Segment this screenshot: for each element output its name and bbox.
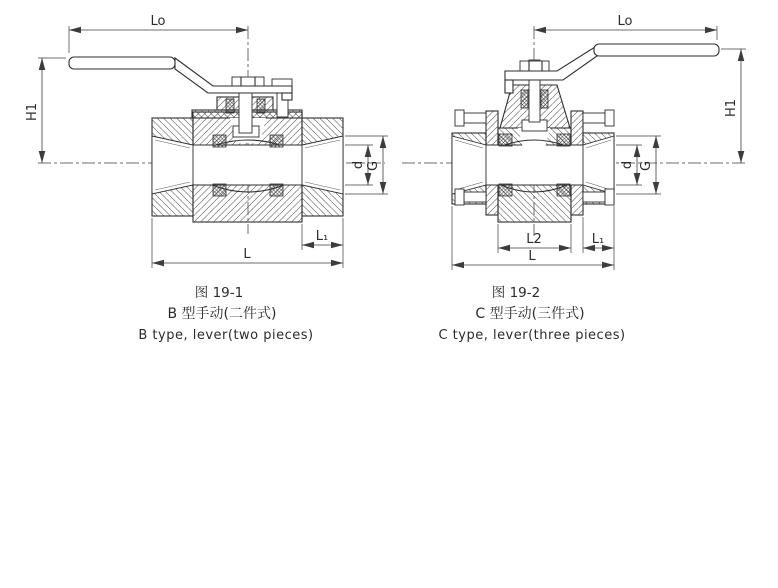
seat (270, 184, 283, 196)
caption-chinese: C 型手动(三件式) (475, 306, 585, 322)
seat (499, 134, 512, 146)
seat (213, 135, 226, 147)
bolt-shank (583, 113, 605, 123)
stem-nut (520, 61, 549, 72)
dim-label-d: d (620, 160, 635, 170)
dim-label-h1: H1 (724, 98, 739, 118)
packing (257, 99, 265, 113)
seat (557, 184, 570, 196)
seat (499, 184, 512, 196)
packing (226, 99, 234, 113)
lever-hook (282, 93, 292, 100)
caption-chinese: B 型手动(二件式) (167, 306, 277, 322)
bolt-head (605, 189, 614, 205)
dim-label-l1: L₁ (591, 232, 605, 247)
dimension-h1-right (721, 49, 746, 163)
dimension-l1-left (302, 218, 343, 268)
dim-label-l1: L₁ (315, 229, 329, 244)
seat (270, 135, 283, 147)
lever-hook (505, 80, 513, 93)
dimension-lo-right (534, 14, 717, 40)
dim-label-lo: Lo (617, 14, 633, 29)
lever-grip (69, 57, 175, 69)
lever-arm (505, 47, 597, 80)
dim-label-g: G (639, 160, 654, 172)
threaded-socket-left (452, 136, 486, 194)
bolt-shank (464, 192, 486, 202)
threaded-socket-right (583, 136, 614, 194)
dimension-lo-left (69, 14, 248, 53)
valve-figure-b-type (25, 14, 388, 343)
threaded-socket-left (152, 136, 193, 194)
valve-body-right (452, 60, 614, 222)
dimension-l1-right (583, 206, 614, 270)
bolt-head (455, 110, 464, 126)
caption-english: B type, lever(two pieces) (138, 328, 314, 343)
bolt-head (605, 110, 614, 126)
bolt-shank (464, 113, 486, 123)
caption-english: C type, lever(three pieces) (438, 328, 626, 343)
lever-grip (594, 44, 719, 56)
dim-label-lo: Lo (150, 14, 166, 29)
seat (213, 184, 226, 196)
dimension-l-left (152, 218, 343, 268)
dim-label-l: L (243, 247, 251, 262)
dim-label-g: G (366, 160, 381, 172)
bolt-shank (583, 192, 605, 202)
dim-label-l: L (528, 249, 536, 264)
caption-left-figure (138, 285, 313, 343)
lever-arm (175, 58, 292, 93)
packing (541, 90, 548, 108)
packing (521, 90, 528, 108)
caption-right-figure (438, 285, 625, 343)
bolt-head (455, 189, 464, 205)
dim-label-d: d (351, 160, 366, 170)
dim-label-l2: L2 (526, 232, 542, 247)
dim-label-h1: H1 (25, 102, 40, 122)
figure-number: 图 19-1 (194, 285, 244, 301)
valve-figure-c-type (402, 14, 746, 343)
stem (239, 88, 252, 133)
valve-body-left (152, 77, 343, 222)
dimension-h1-left (25, 58, 66, 163)
figure-number: 图 19-2 (491, 285, 541, 301)
seat (557, 134, 570, 146)
threaded-socket-right (302, 136, 343, 194)
